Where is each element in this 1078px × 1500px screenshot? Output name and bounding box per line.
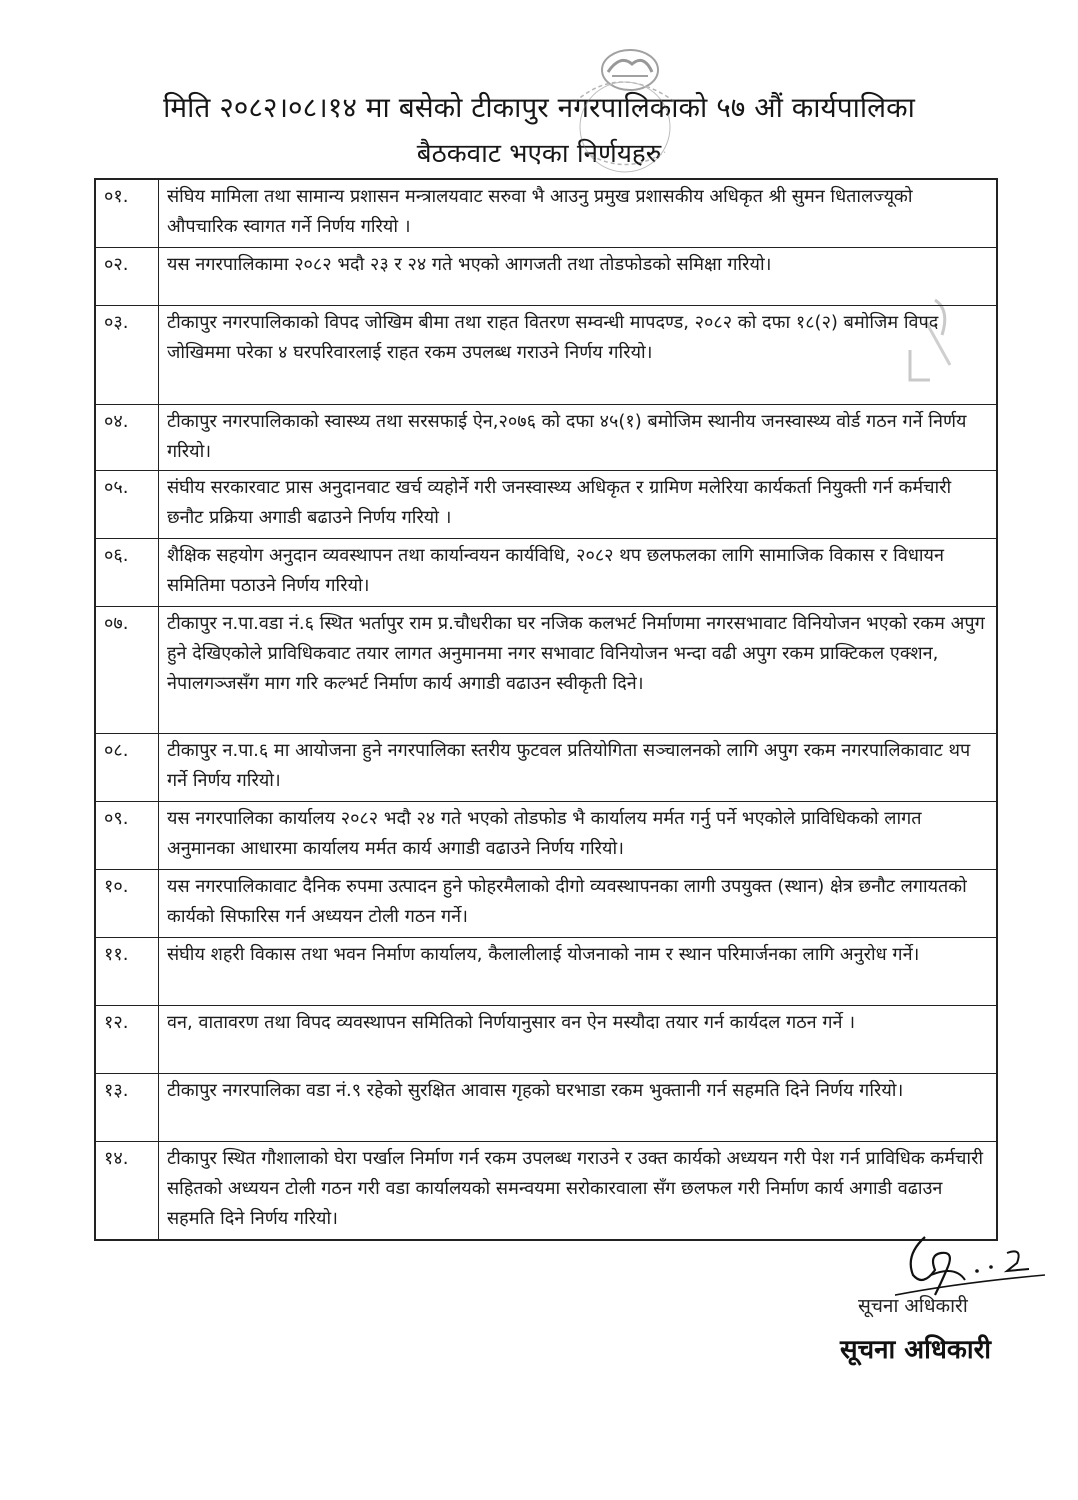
decision-text: टीकापुर नगरपालिकाको विपद जोखिम बीमा तथा राहत वितरण सम्वन्धी मापदण्ड, २०८२ को दफा १८(२) बमोजिम विपद जोखिममा परेका ४ घरपरिवारलाई राहत रकम उपलब्ध गराउने निर्णय गरियो। xyxy=(159,306,998,405)
decision-row xyxy=(95,471,997,539)
decision-number: ०३. xyxy=(95,306,159,405)
decision-text: यस नगरपालिकामा २०८२ भदौ २३ र २४ गते भएको आगजती तथा तोडफोडको समिक्षा गरियो। xyxy=(159,248,998,306)
decision-row xyxy=(95,405,997,471)
decision-row xyxy=(95,539,997,607)
decision-number: १२. xyxy=(95,1006,159,1074)
decision-number: ०२. xyxy=(95,248,159,306)
decision-text: शैक्षिक सहयोग अनुदान व्यवस्थापन तथा कार्यान्वयन कार्यविधि, २०८२ थप छलफलका लागि सामाजिक विकास र विधायन समितिमा पठाउने निर्णय गरियो। xyxy=(159,539,998,607)
decision-number: १४. xyxy=(95,1142,159,1241)
decision-text: टीकापुर नगरपालिकाको स्वास्थ्य तथा सरसफाई ऐन,२०७६ को दफा ४५(१) बमोजिम स्थानीय जनस्वास्थ्य वोर्ड गठन गर्ने निर्णय गरियो। xyxy=(159,405,998,471)
decision-number: १०. xyxy=(95,870,159,938)
decision-row xyxy=(95,734,997,802)
decision-text: टीकापुर न.पा.वडा नं.६ स्थित भर्तापुर राम प्र.चौधरीका घर नजिक कलभर्ट निर्माणमा नगरसभावाट विनियोजन भएको रकम अपुग हुने देखिएकोले प्राविधिकवाट तयार लागत अनुमानमा नगर सभावाट विनियोजन भन्दा वढी अपुग रकम प्राक्टिकल एक्शन, नेपालगञ्जसँग माग गरि कल्भर्ट निर्माण कार्य अगाडी वढाउन स्वीकृती दिने। xyxy=(159,607,998,734)
decision-row xyxy=(95,1142,997,1241)
decision-text: यस नगरपालिकावाट दैनिक रुपमा उत्पादन हुने फोहरमैलाको दीगो व्यवस्थापनका लागी उपयुक्त (स्थान) क्षेत्र छनौट लगायतको कार्यको सिफारिस गर्न अध्ययन टोली गठन गर्ने। xyxy=(159,870,998,938)
decision-text: संघीय सरकारवाट प्रास अनुदानवाट खर्च व्यहोर्ने गरी जनस्वास्थ्य अधिकृत र ग्रामिण मलेरिया कार्यकर्ता नियुक्ती गर्न कर्मचारी छनौट प्रक्रिया अगाडी बढाउने निर्णय गरियो । xyxy=(159,471,998,539)
decision-text: संघिय मामिला तथा सामान्य प्रशासन मन्त्रालयवाट सरुवा भै आउनु प्रमुख प्रशासकीय अधिकृत श्री सुमन धितालज्यूको औपचारिक स्वागत गर्ने निर्णय गरियो । xyxy=(159,179,998,248)
decision-row xyxy=(95,802,997,870)
decision-number: ०९. xyxy=(95,802,159,870)
decision-text: यस नगरपालिका कार्यालय २०८२ भदौ २४ गते भएको तोडफोड भै कार्यालय मर्मत गर्नु पर्ने भएकोले प्राविधिकको लागत अनुमानका आधारमा कार्यालय मर्मत कार्य अगाडी वढाउने निर्णय गरियो। xyxy=(159,802,998,870)
decisions-table xyxy=(94,178,998,1241)
decision-number: ११. xyxy=(95,938,159,1006)
decision-number: ०५. xyxy=(95,471,159,539)
decision-row xyxy=(95,1006,997,1074)
decision-row xyxy=(95,870,997,938)
municipality-seal-stamp xyxy=(560,42,690,182)
decision-text: वन, वातावरण तथा विपद व्यवस्थापन समितिको निर्णयानुसार वन ऐन मस्यौदा तयार गर्न कार्यदल गठन गर्ने । xyxy=(159,1006,998,1074)
decision-text: टीकापुर नगरपालिका वडा नं.९ रहेको सुरक्षित आवास गृहको घरभाडा रकम भुक्तानी गर्न सहमति दिने निर्णय गरियो। xyxy=(159,1074,998,1142)
document-title-line-2: बैठकवाट भएका निर्णयहरु xyxy=(416,139,662,169)
decision-text: संघीय शहरी विकास तथा भवन निर्माण कार्यालय, कैलालीलाई योजनाको नाम र स्थान परिमार्जनका लागि अनुरोध गर्ने। xyxy=(159,938,998,1006)
decision-row xyxy=(95,607,997,734)
decision-row xyxy=(95,248,997,306)
decision-row xyxy=(95,1074,997,1142)
signatory-title-bold: सूचना अधिकारी xyxy=(840,1335,991,1365)
decision-row xyxy=(95,938,997,1006)
decision-text: टीकापुर स्थित गौशालाको घेरा पर्खाल निर्माण गर्न रकम उपलब्ध गराउने र उक्त कार्यको अध्ययन गरी पेश गर्न प्राविधिक कर्मचारी सहितको अध्ययन टोली गठन गरी वडा कार्यालयको समन्वयमा सरोकारवाला सँग छलफल गरी निर्माण कार्य अगाडी वढाउन सहमति दिने निर्णय गरियो। xyxy=(159,1142,998,1241)
decision-row xyxy=(95,306,997,405)
decision-text: टीकापुर न.पा.६ मा आयोजना हुने नगरपालिका स्तरीय फुटवल प्रतियोगिता सञ्चालनको लागि अपुग रकम नगरपालिकावाट थप गर्ने निर्णय गरियो। xyxy=(159,734,998,802)
decision-row xyxy=(95,179,997,248)
decision-number: ०६. xyxy=(95,539,159,607)
decision-number: १३. xyxy=(95,1074,159,1142)
decision-number: ०१. xyxy=(95,179,159,248)
signatory-title: सूचना अधिकारी xyxy=(858,1295,968,1317)
document-title-line-1: मिति २०८२।०८।१४ मा बसेको टीकापुर नगरपालिकाको ५७ औं कार्यपालिका xyxy=(163,91,915,124)
decision-number: ०८. xyxy=(95,734,159,802)
decision-number: ०४. xyxy=(95,405,159,471)
decision-number: ०७. xyxy=(95,607,159,734)
